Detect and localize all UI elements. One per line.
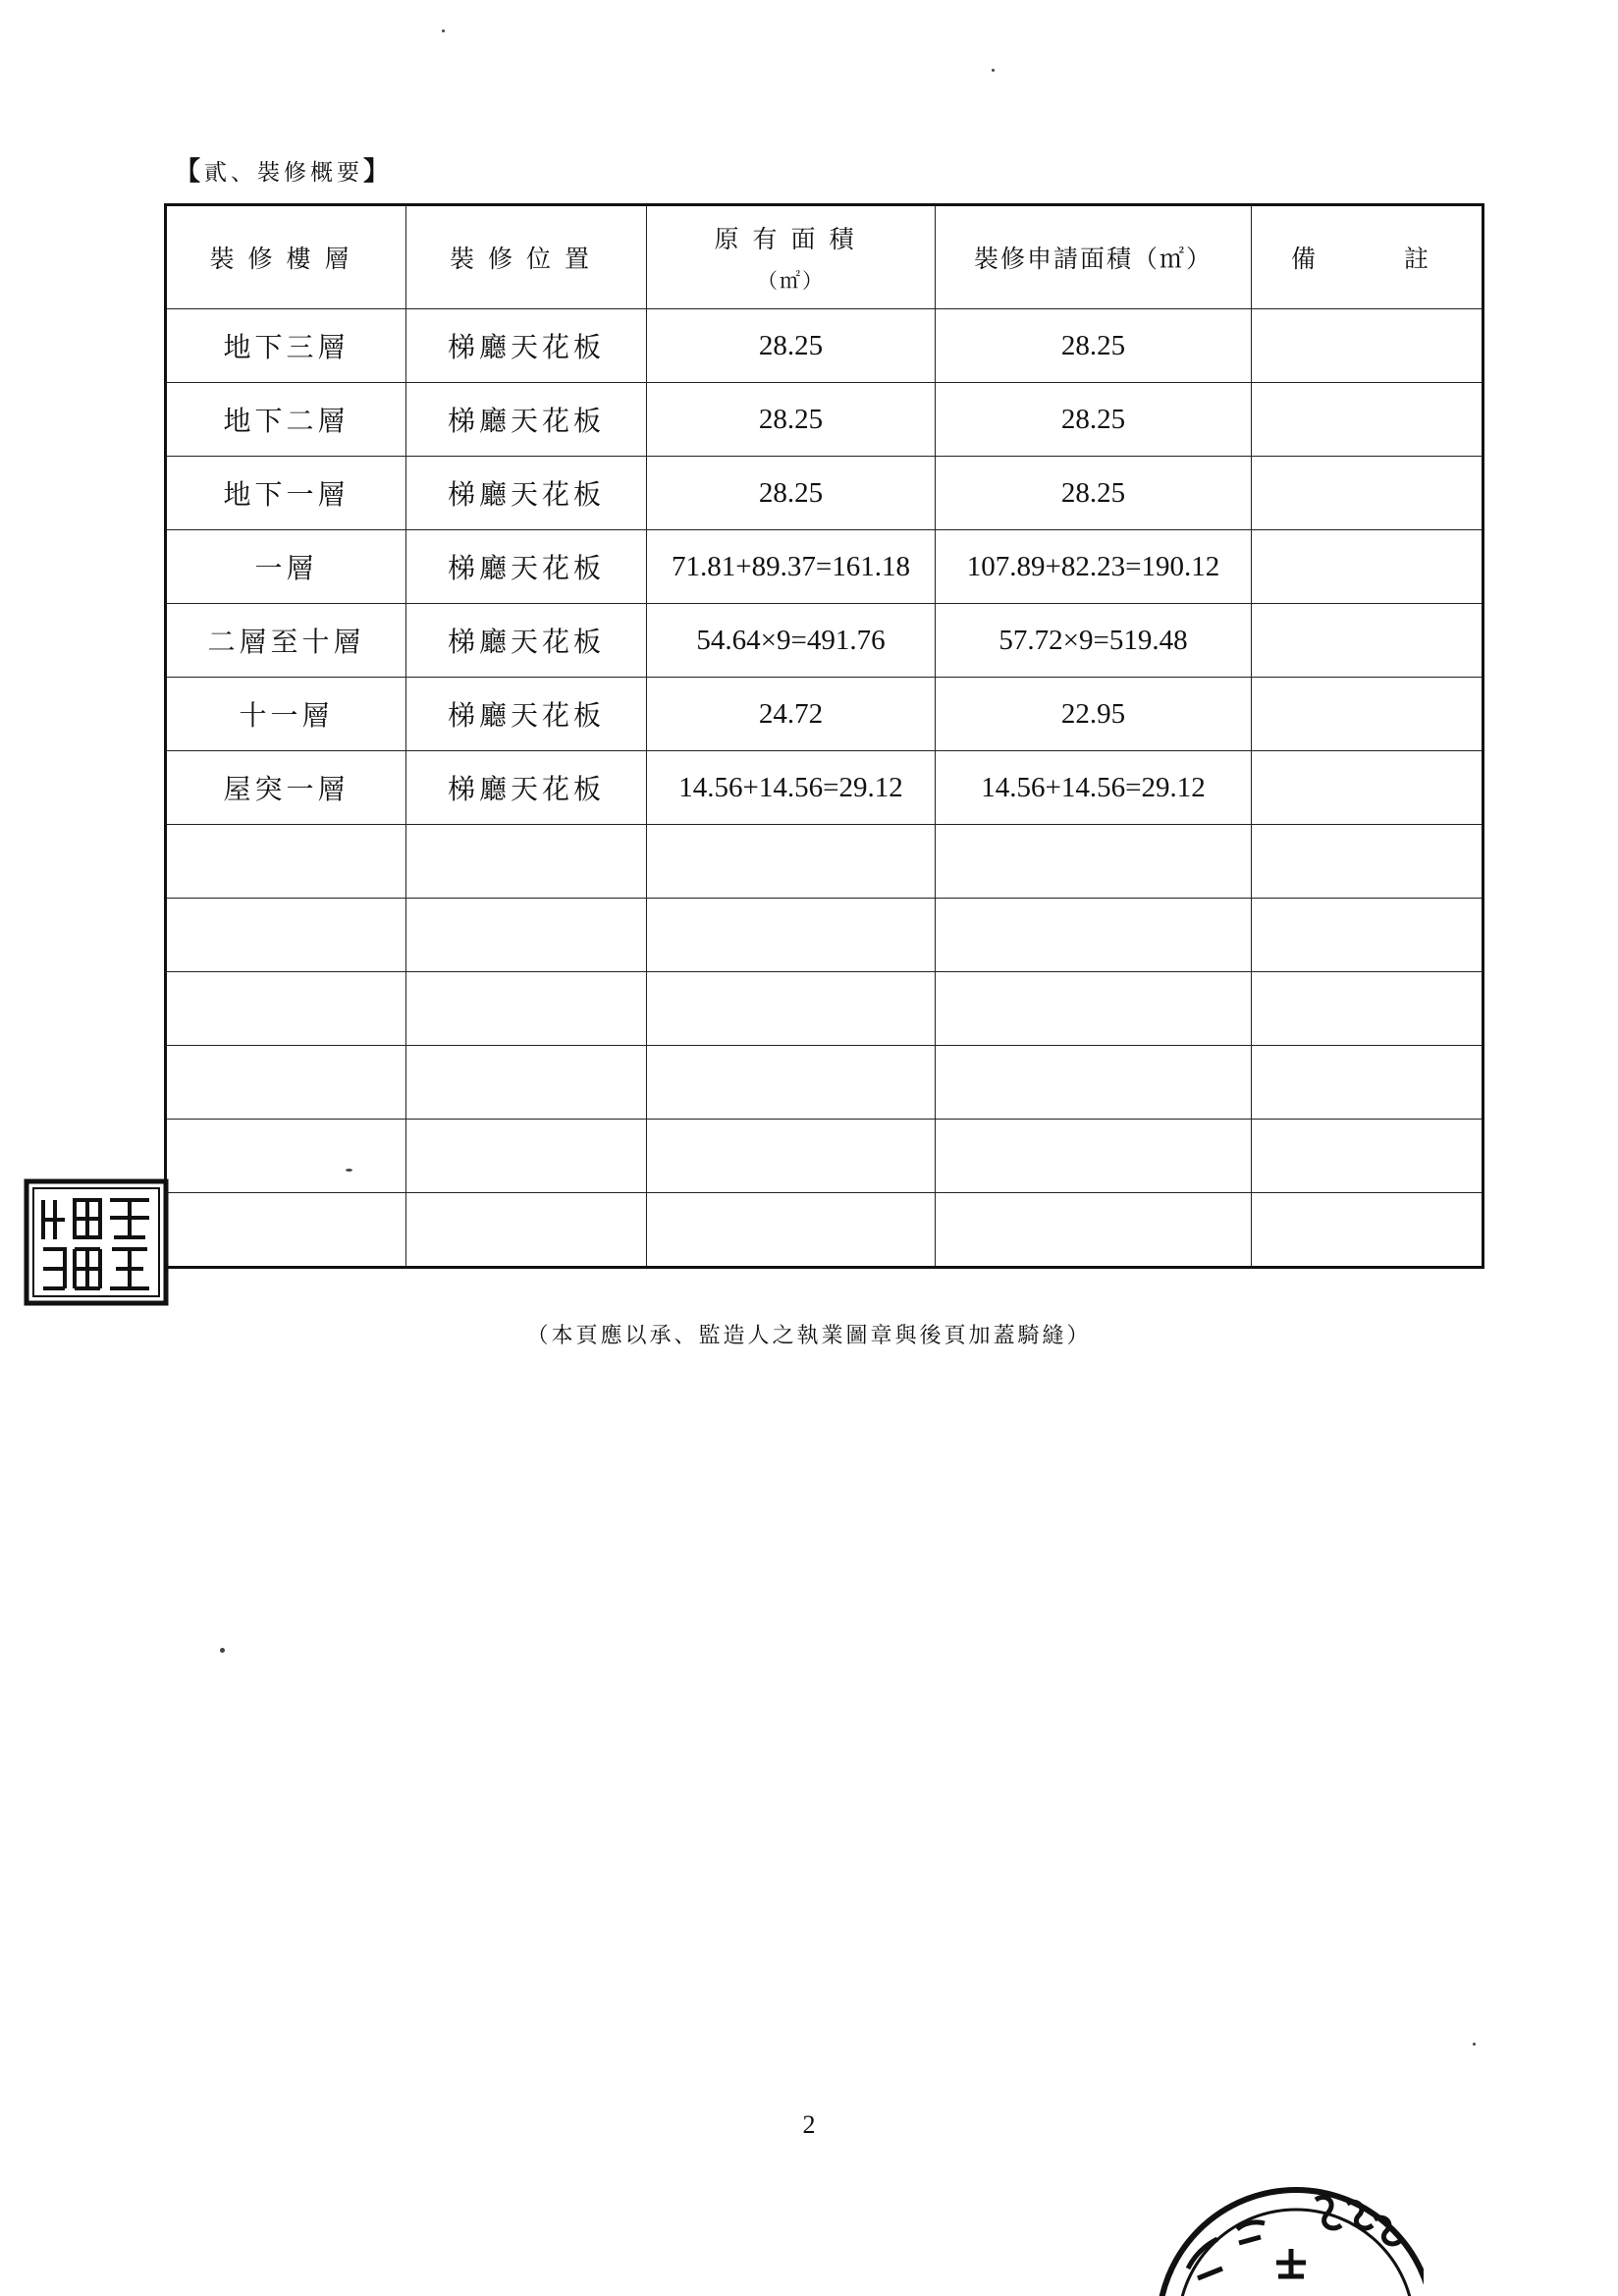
cell-remarks	[1252, 972, 1483, 1046]
cell-applied-area: 14.56+14.56=29.12	[936, 751, 1252, 825]
cell-remarks	[1252, 678, 1483, 751]
cell-applied-area	[936, 825, 1252, 899]
cell-location: 梯廳天花板	[406, 530, 647, 604]
scan-speck	[442, 29, 445, 32]
cell-applied-area	[936, 1046, 1252, 1120]
scan-speck	[992, 69, 995, 72]
table-row	[166, 899, 1483, 972]
cell-remarks	[1252, 530, 1483, 604]
cell-floor: 二層至十層	[166, 604, 406, 678]
table-row	[166, 1046, 1483, 1120]
cell-location: 梯廳天花板	[406, 383, 647, 457]
cell-floor	[166, 1120, 406, 1193]
cell-floor	[166, 1193, 406, 1268]
cell-applied-area: 57.72×9=519.48	[936, 604, 1252, 678]
cell-original-area	[647, 1120, 936, 1193]
cell-applied-area: 107.89+82.23=190.12	[936, 530, 1252, 604]
cell-floor: 地下三層	[166, 309, 406, 383]
cell-original-area: 28.25	[647, 383, 936, 457]
footnote: （本頁應以承、監造人之執業圖章與後頁加蓋騎縫）	[526, 1324, 1092, 1348]
cell-original-area: 28.25	[647, 457, 936, 530]
cell-applied-area: 28.25	[936, 383, 1252, 457]
table-row	[166, 678, 1483, 751]
header-original-area	[647, 205, 936, 309]
cell-floor: 十一層	[166, 678, 406, 751]
cell-remarks	[1252, 899, 1483, 972]
cell-location	[406, 1120, 647, 1193]
cell-original-area: 24.72	[647, 678, 936, 751]
square-seal-icon	[24, 1178, 169, 1306]
section-heading	[175, 151, 393, 188]
cell-floor: 地下一層	[166, 457, 406, 530]
header-applied-area: 裝修申請面積（㎡）	[936, 205, 1252, 309]
table-header-row	[166, 205, 1483, 309]
cell-original-area: 54.64×9=491.76	[647, 604, 936, 678]
table-row	[166, 972, 1483, 1046]
header-remarks-char-2: 註	[1404, 245, 1429, 273]
table-row	[166, 457, 1483, 530]
cell-remarks	[1252, 1120, 1483, 1193]
cell-applied-area	[936, 1120, 1252, 1193]
cell-floor	[166, 825, 406, 899]
cell-applied-area: 28.25	[936, 457, 1252, 530]
cell-location: 梯廳天花板	[406, 457, 647, 530]
cell-original-area: 28.25	[647, 309, 936, 383]
cell-remarks	[1252, 1046, 1483, 1120]
cell-location	[406, 825, 647, 899]
cell-location	[406, 899, 647, 972]
heading-close-bracket: 】	[363, 157, 394, 187]
cell-location: 梯廳天花板	[406, 309, 647, 383]
cell-original-area	[647, 972, 936, 1046]
cell-floor: 地下二層	[166, 383, 406, 457]
cell-location: 梯廳天花板	[406, 678, 647, 751]
cell-applied-area	[936, 1193, 1252, 1268]
cell-floor	[166, 972, 406, 1046]
cell-remarks	[1252, 383, 1483, 457]
table-row	[166, 383, 1483, 457]
header-remarks	[1252, 205, 1483, 309]
table-row	[166, 530, 1483, 604]
cell-floor: 屋突一層	[166, 751, 406, 825]
header-floor: 裝修樓層	[166, 205, 406, 309]
cell-remarks	[1252, 751, 1483, 825]
cell-remarks	[1252, 604, 1483, 678]
cell-original-area	[647, 899, 936, 972]
heading-open-bracket: 【	[175, 157, 205, 187]
table-row	[166, 604, 1483, 678]
renovation-summary-table	[164, 203, 1484, 1269]
cell-location: 梯廳天花板	[406, 751, 647, 825]
table-row	[166, 1193, 1483, 1268]
table-row	[166, 1120, 1483, 1193]
table-row	[166, 309, 1483, 383]
cell-applied-area	[936, 972, 1252, 1046]
cell-location	[406, 972, 647, 1046]
table-row	[166, 751, 1483, 825]
heading-text: 貳、裝修概要	[204, 160, 364, 186]
scan-speck	[220, 1648, 225, 1653]
cell-original-area	[647, 1193, 936, 1268]
header-original-area-unit: （㎡）	[757, 269, 825, 293]
cell-applied-area: 22.95	[936, 678, 1252, 751]
cell-remarks	[1252, 825, 1483, 899]
table-body	[166, 309, 1483, 1268]
cell-remarks	[1252, 309, 1483, 383]
cell-floor	[166, 899, 406, 972]
cell-remarks	[1252, 457, 1483, 530]
cell-location: 梯廳天花板	[406, 604, 647, 678]
cell-floor: 一層	[166, 530, 406, 604]
cell-location	[406, 1193, 647, 1268]
cell-floor	[166, 1046, 406, 1120]
page-number: 2	[802, 2110, 816, 2139]
table-row	[166, 825, 1483, 899]
cell-applied-area	[936, 899, 1252, 972]
cell-location	[406, 1046, 647, 1120]
cell-original-area	[647, 1046, 936, 1120]
header-remarks-char-1: 備	[1291, 245, 1317, 273]
round-seal-icon	[1129, 2160, 1424, 2296]
header-location: 裝修位置	[406, 205, 647, 309]
scan-speck	[1473, 2043, 1476, 2046]
cell-remarks	[1252, 1193, 1483, 1268]
cell-original-area: 71.81+89.37=161.18	[647, 530, 936, 604]
cell-original-area	[647, 825, 936, 899]
cell-applied-area: 28.25	[936, 309, 1252, 383]
scan-speck	[346, 1169, 352, 1172]
header-original-area-label: 原有面積	[714, 225, 868, 253]
cell-original-area: 14.56+14.56=29.12	[647, 751, 936, 825]
